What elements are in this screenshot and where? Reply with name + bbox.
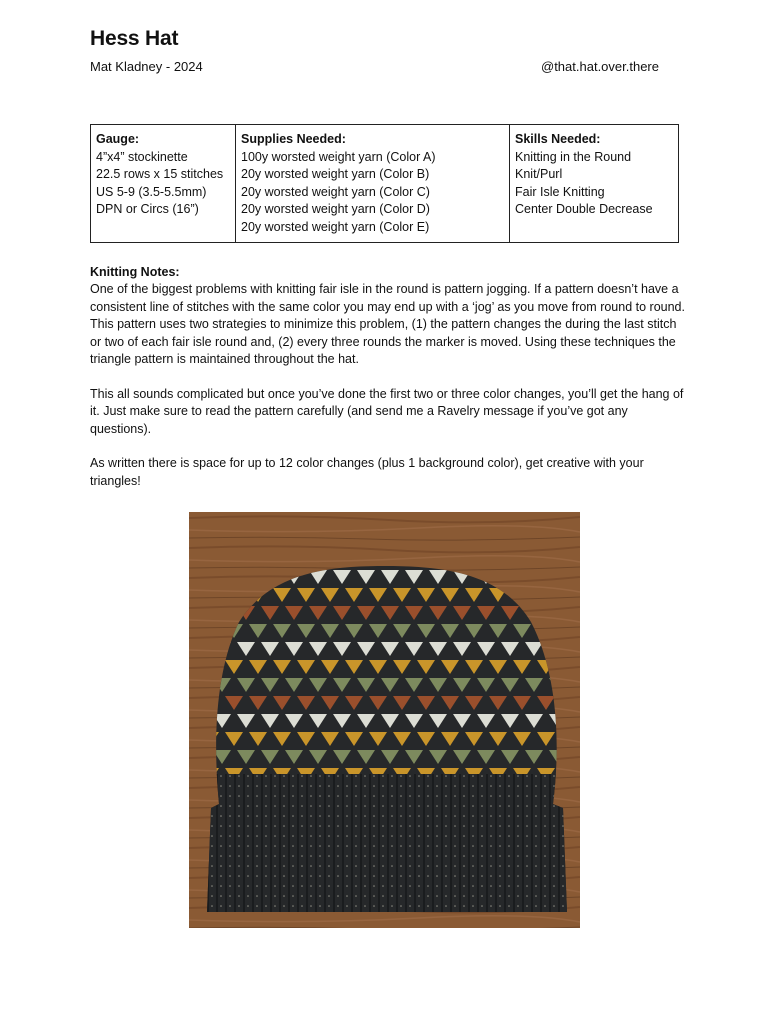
- supplies-line: 100y worsted weight yarn (Color A): [241, 149, 436, 164]
- skills-line: Fair Isle Knitting: [515, 184, 605, 199]
- skills-line: Center Double Decrease: [515, 202, 653, 217]
- gauge-heading: Gauge:: [96, 132, 140, 146]
- gauge-cell: [91, 125, 236, 243]
- skills-line: Knitting in the Round: [515, 149, 632, 164]
- notes-paragraph: This all sounds complicated but once you’ve done the first two or three color changes, you’ll get the hang of it. Just make sure to read the pattern carefully (and send me a Ravelry message if you’ve got any questions).: [90, 386, 684, 436]
- document-title: Hess Hat: [90, 27, 179, 50]
- supplies-line: 20y worsted weight yarn (Color C): [241, 184, 430, 199]
- social-handle: @that.hat.over.there: [541, 59, 659, 74]
- supplies-cell: [236, 125, 510, 243]
- notes-heading: Knitting Notes:: [90, 265, 180, 279]
- knitting-notes: [90, 264, 690, 508]
- skills-line: Knit/Purl: [515, 167, 563, 182]
- notes-paragraph: As written there is space for up to 12 color changes (plus 1 background color), get creative with your triangles!: [90, 456, 644, 488]
- hat-photo: [189, 512, 580, 928]
- notes-paragraph: One of the biggest problems with knitting fair isle in the round is pattern jogging. If a pattern doesn’t have a consistent line of stitches with the same color you may end up with a ‘jog’ as you move from round to round. This pattern uses two strategies to minimize this problem, (1) the pattern changes the during the last stitch or two of each fair isle round and, (2) every three rounds the marker is moved. Using these techniques the triangle pattern is maintained throughout the hat.: [90, 282, 685, 367]
- hat-illustration: [189, 512, 580, 928]
- supplies-line: 20y worsted weight yarn (Color D): [241, 202, 430, 217]
- skills-cell: [510, 125, 679, 243]
- supplies-heading: Supplies Needed:: [241, 132, 346, 146]
- gauge-line: 4”x4” stockinette: [96, 149, 188, 164]
- supplies-line: 20y worsted weight yarn (Color B): [241, 167, 430, 182]
- skills-heading: Skills Needed:: [515, 132, 601, 146]
- author-line: Mat Kladney - 2024: [90, 59, 203, 74]
- gauge-line: 22.5 rows x 15 stitches: [96, 167, 224, 182]
- supplies-line: 20y worsted weight yarn (Color E): [241, 219, 430, 234]
- gauge-line: US 5-9 (3.5-5.5mm): [96, 184, 207, 199]
- gauge-line: DPN or Circs (16”): [96, 202, 199, 217]
- hat-brim-ribbing: [189, 774, 580, 914]
- info-table: [90, 124, 679, 243]
